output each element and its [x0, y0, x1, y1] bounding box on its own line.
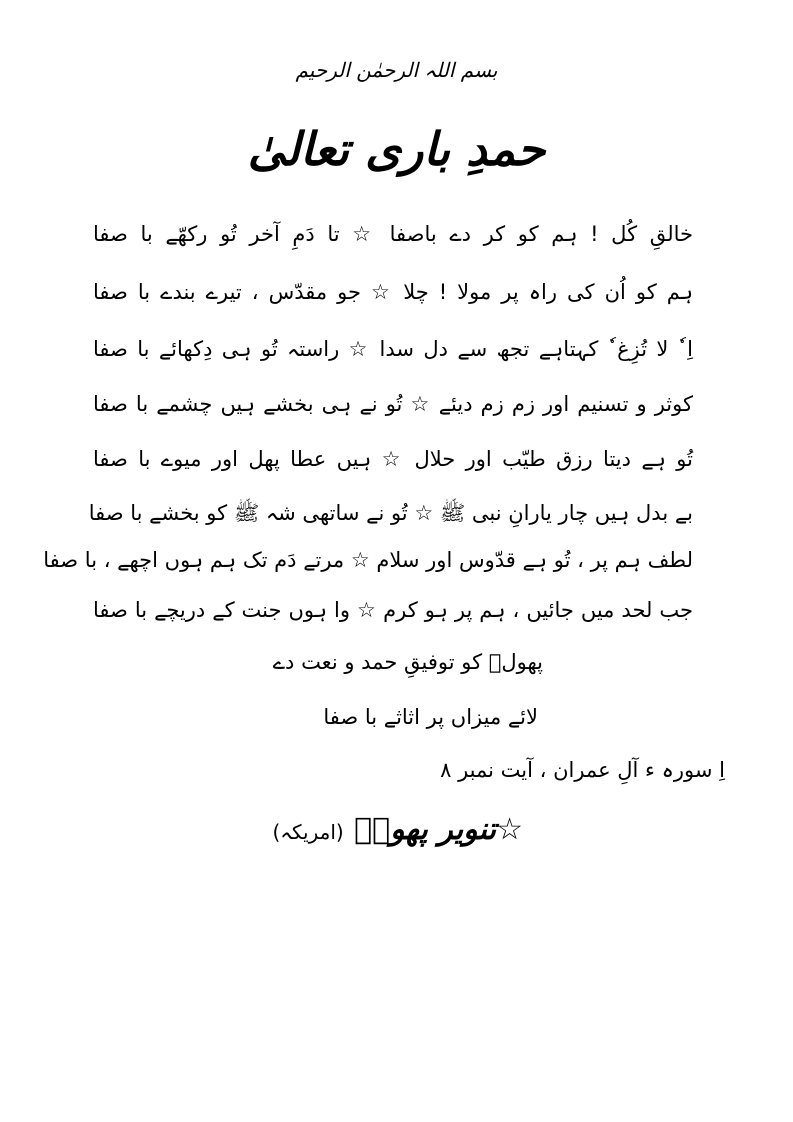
verse-line: لطف ہم پر ، تُو ہے قدّوس اور سلام ☆ مرتے دَم تک ہم ہوں اچھے ، با صفا	[43, 548, 693, 572]
verse-line: اِ ٗ لا تُزِغ ٗ کہتاہے تجھ سے دل سدا ☆ راستہ تُو ہی دِکھائے با صفا	[93, 337, 693, 361]
poem-title: حمدِ باری تعالیٰ	[247, 122, 546, 176]
verse-line: تُو ہے دیتا رزق طیّب اور حلال ☆ ہیں عطا پھل اور میوے با صفا	[93, 447, 693, 471]
bismillah-heading: بسم اللہ الرحمٰن الرحیم	[295, 58, 498, 82]
closing-line: پھولؔ کو توفیقِ حمد و نعت دے	[272, 650, 543, 674]
verse-line: کوثر و تسنیم اور زم زم دیئے ☆ تُو نے ہی بخشے ہیں چشمے با صفا	[93, 392, 693, 416]
verse-line: جب لحد میں جائیں ، ہم پر ہو کرم ☆ وا ہوں جنت کے دریچے با صفا	[93, 598, 693, 622]
verse-line: بے بدل ہیں چار یارانِ نبی ﷺ ☆ تُو نے ساتھی شہ ﷺ کو بخشے با صفا	[88, 501, 693, 525]
poet-signature	[272, 812, 523, 847]
star-icon: ☆	[496, 812, 523, 847]
poet-name: تنویر پھولؔ	[354, 812, 497, 847]
verse-line: ہم کو اُن کی راہ پر مولا ! چلا ☆ جو مقدّس ، تیرے بندے با صفا	[93, 280, 693, 304]
poet-location: (امریکہ)	[272, 820, 344, 844]
verse-line: خالقِ کُل ! ہم کو کر دے باصفا ☆ تا دَمِ آخر تُو رکھّے با صفا	[93, 222, 693, 246]
closing-line: لائے میزاں پر اثاثے با صفا	[323, 705, 538, 729]
footnote: اِ سورہ ء آلِ عمران ، آیت نمبر ۸	[440, 758, 725, 782]
